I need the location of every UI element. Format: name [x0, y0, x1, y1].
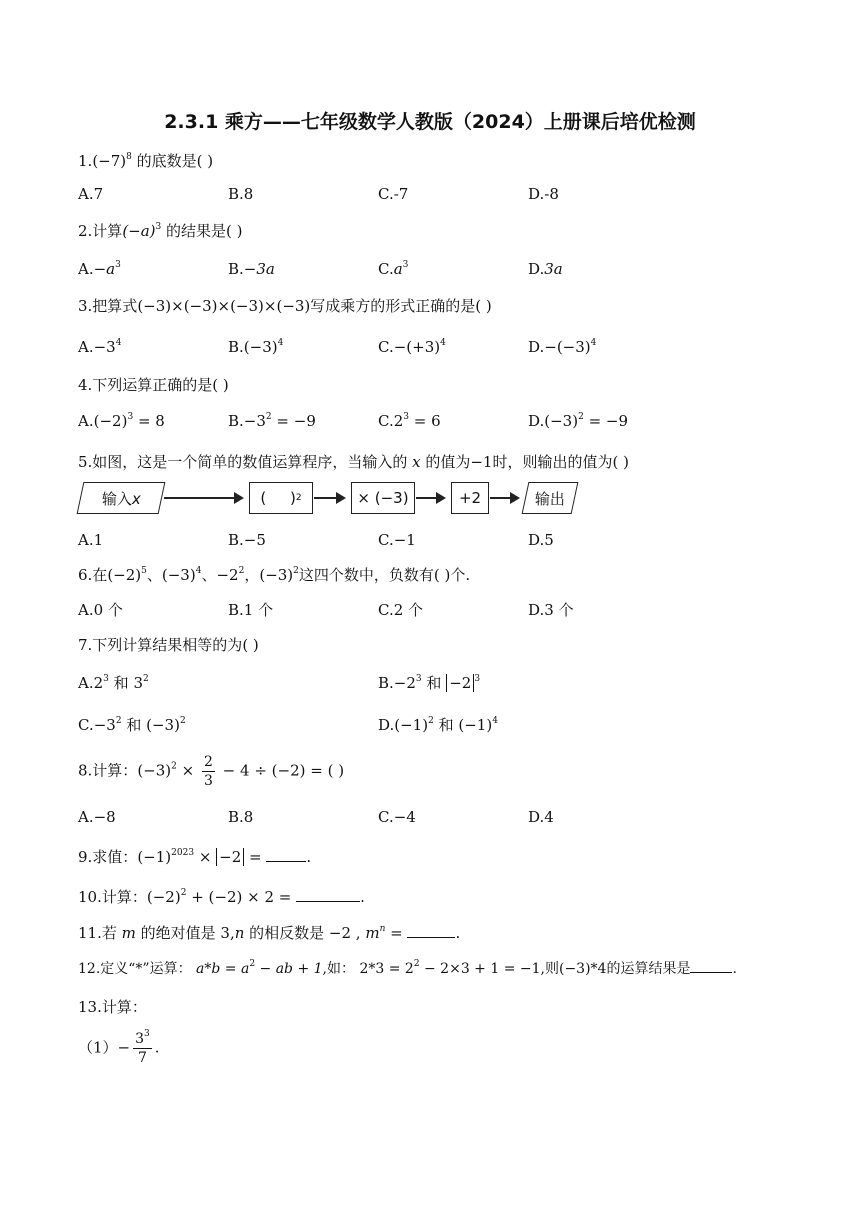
- q2-suffix: 的结果是( ): [161, 222, 243, 240]
- q9-prefix: 9.求值：: [78, 848, 138, 866]
- q4-d-rest: = −9: [583, 412, 629, 430]
- q8-base: (−3): [137, 761, 172, 780]
- q6-sep2: 、: [201, 566, 217, 584]
- q7-b-b1: −2: [393, 674, 416, 692]
- q4-a-base: (−2): [93, 412, 128, 430]
- q7-option-a: [78, 672, 149, 693]
- q5-option-a: A.1: [78, 531, 104, 549]
- question-12-stem: [78, 958, 737, 978]
- q12-mid: ,如：: [322, 961, 360, 977]
- q3-option-c: [378, 338, 446, 356]
- q2-a-exp: 3: [115, 260, 121, 270]
- q1-base: (−7): [92, 152, 127, 170]
- q4-d-exp: 2: [578, 412, 584, 422]
- q12-answer-blank: [690, 958, 732, 973]
- q4-b-base: −3: [243, 412, 266, 430]
- q4-b-label: B.: [228, 412, 244, 430]
- q2-prefix: 2.计算: [78, 222, 123, 240]
- q7-b-label: B.: [378, 674, 394, 692]
- q2-c-label: C.: [378, 260, 394, 278]
- q3-a-label: A.: [78, 338, 94, 356]
- q6-sep3: ，: [244, 566, 260, 584]
- q4-c-exp: 3: [403, 412, 409, 422]
- q4-d-base: (−3): [544, 412, 579, 430]
- q7-c-and: 和: [121, 716, 147, 734]
- q5-input-val: −1: [470, 453, 493, 471]
- q2-option-d: [528, 260, 563, 278]
- q6-sep1: 、: [146, 566, 162, 584]
- q2-c-base: a: [393, 260, 403, 278]
- q3-c-exp: 4: [440, 338, 446, 348]
- q13-part-1: [78, 1029, 160, 1066]
- q6-suffix: 这四个数中，负数有( )个.: [298, 566, 471, 584]
- q4-option-c: [378, 412, 441, 430]
- q5-suffix: 时，则输出的值为( ): [492, 453, 629, 471]
- q3-b-label: B.: [228, 338, 244, 356]
- q12-ex-exp: 2: [413, 959, 420, 969]
- q7-b-and: 和: [421, 674, 447, 692]
- q2-a-label: A.: [78, 260, 94, 278]
- flow-output-box: [522, 482, 579, 514]
- flow-input-text: [102, 488, 141, 509]
- q3-c-label: C.: [378, 338, 394, 356]
- q7-a-b2: 3: [133, 674, 143, 692]
- question-3-stem: [78, 295, 492, 316]
- q7-d-and: 和: [433, 716, 459, 734]
- q2-d-label: D.: [528, 260, 545, 278]
- flow-square-box: ( ) 2: [249, 482, 313, 514]
- q7-b-e2: 3: [474, 674, 481, 684]
- q6-n1-base: (−2): [107, 566, 142, 584]
- flow-arrow-4: [490, 497, 518, 499]
- q6-n3-exp: 2: [238, 566, 245, 576]
- q7-d-e1: 2: [428, 716, 434, 726]
- q11-mid1: 的绝对值是 3,: [135, 924, 235, 942]
- q6-n4-exp: 2: [293, 566, 299, 576]
- q8-prefix: 8.计算：: [78, 761, 138, 780]
- q3-b-exp: 4: [277, 338, 284, 348]
- q11-eq: =: [385, 924, 408, 942]
- q12-ex: 2*3 = 2: [359, 961, 414, 977]
- q13-sub1-fraction: [133, 1029, 152, 1066]
- q8-option-c: C.−4: [378, 808, 416, 826]
- q7-a-b1: 2: [93, 674, 104, 692]
- q6-option-d: D.3 个: [528, 601, 574, 619]
- q10-prefix: 10.计算：: [78, 888, 147, 906]
- q11-m-power-exp: n: [379, 924, 386, 934]
- q3-expr: (−3)×(−3)×(−3)×(−3): [137, 297, 311, 315]
- q11-prefix: 11.若: [78, 924, 122, 942]
- q2-option-b: [228, 260, 275, 278]
- flow-output-label: 输出: [534, 489, 565, 508]
- q13-sub1-denominator: 7: [137, 1050, 147, 1066]
- q11-end: .: [455, 924, 461, 942]
- q5-option-d: D.5: [528, 531, 554, 549]
- q9-abs: −2: [216, 848, 244, 866]
- q9-times: ×: [194, 848, 217, 866]
- question-6-stem: [78, 564, 470, 585]
- q12-end: .: [732, 961, 737, 977]
- q8-rest: − 4 ÷ (−2) = ( ): [217, 761, 345, 780]
- q4-b-rest: = −9: [271, 412, 316, 430]
- q1-prefix: 1.: [78, 152, 93, 170]
- q7-option-c: [78, 714, 186, 735]
- q13-sub1-num-base: 3: [135, 1031, 145, 1047]
- q2-option-a: [78, 260, 121, 278]
- q5-option-b: B.−5: [228, 531, 266, 549]
- q7-option-d: [378, 714, 498, 735]
- q7-a-e2: 2: [142, 674, 149, 684]
- q4-option-a: [78, 412, 165, 430]
- q4-a-label: A.: [78, 412, 94, 430]
- q2-c-exp: 3: [402, 260, 409, 270]
- q1-exp: 8: [126, 152, 132, 162]
- q11-m-power-base: m: [365, 924, 380, 942]
- q11-mid2: 的相反数是 −2 ,: [244, 924, 366, 942]
- q3-d-label: D.: [528, 338, 545, 356]
- q5-mid: 的值为: [420, 453, 471, 471]
- q12-def-rest: − ab + 1: [255, 961, 323, 977]
- q6-n2-base: (−3): [161, 566, 196, 584]
- flow-multiply-box: × (−3): [351, 482, 415, 514]
- q3-b-base: (−3): [243, 338, 278, 356]
- question-2-stem: [78, 220, 243, 241]
- q4-c-base: 2: [393, 412, 404, 430]
- q4-a-exp: 3: [127, 412, 134, 422]
- q9-base: (−1): [137, 848, 172, 866]
- question-1-stem: [78, 150, 213, 171]
- q2-a-base: −a: [93, 260, 116, 278]
- q10-e1: 2: [180, 888, 187, 898]
- question-5-stem: [78, 451, 629, 472]
- q11-m: m: [121, 924, 136, 942]
- q1-option-c: C.-7: [378, 185, 409, 203]
- q1-option-d: D.-8: [528, 185, 559, 203]
- q12-mid2: ,则: [540, 961, 559, 977]
- q12-def: a*b = a: [196, 961, 250, 977]
- q7-d-b2: (−1): [458, 716, 493, 734]
- q8-fraction: [202, 755, 215, 788]
- q3-d-base: −(−3): [544, 338, 591, 356]
- q2-exp: 3: [155, 222, 162, 232]
- q1-suffix: 的底数是( ): [131, 152, 214, 170]
- question-4-stem: 4.下列运算正确的是( ): [78, 376, 229, 394]
- flow-input-var: x: [131, 489, 141, 508]
- q3-d-exp: 4: [590, 338, 597, 348]
- q13-sub1-label: （1）: [78, 1038, 118, 1057]
- q7-d-label: D.: [378, 716, 395, 734]
- q12-ask: (−3)*4: [558, 961, 607, 977]
- question-13-stem: 13.计算：: [78, 998, 147, 1016]
- q4-a-rest: = 8: [133, 412, 165, 430]
- q7-c-label: C.: [78, 716, 94, 734]
- flow-input-box: [77, 482, 166, 514]
- q3-option-b: [228, 338, 283, 356]
- q7-a-and: 和: [108, 674, 134, 692]
- q8-times: ×: [176, 761, 199, 780]
- flow-arrow-3: [416, 497, 444, 499]
- question-9-stem: [78, 846, 311, 867]
- q6-option-a: A.0 个: [78, 601, 123, 619]
- flow-arrow-2: [314, 497, 344, 499]
- question-7-stem: 7.下列计算结果相等的为( ): [78, 636, 259, 654]
- q7-c-b2: (−3): [146, 716, 180, 734]
- q7-c-e1: 2: [115, 716, 122, 726]
- q8-denominator: 3: [203, 773, 213, 789]
- q4-d-label: D.: [528, 412, 545, 430]
- q4-b-exp: 2: [265, 412, 272, 422]
- q5-prefix: 5.如图，这是一个简单的数值运算程序，当输入的: [78, 453, 413, 471]
- q7-d-b1: (−1): [394, 716, 429, 734]
- q3-prefix: 3.把算式: [78, 297, 138, 315]
- q3-suffix: 写成乘方的形式正确的是( ): [310, 297, 492, 315]
- q3-option-d: [528, 338, 596, 356]
- q6-option-b: B.1 个: [228, 601, 274, 619]
- q12-def-exp: 2: [249, 959, 256, 969]
- q6-n1-exp: 5: [141, 566, 147, 576]
- q2-b-label: B.: [228, 260, 244, 278]
- q7-c-e2: 2: [179, 716, 186, 726]
- q10-answer-blank: [296, 887, 360, 902]
- q6-n2-exp: 4: [195, 566, 202, 576]
- q12-prefix: 12.定义“*”运算：: [78, 961, 197, 977]
- q9-eq: =: [244, 848, 267, 866]
- q10-b1: (−2): [146, 888, 181, 906]
- flow-square-text: ( ): [260, 489, 296, 507]
- q1-option-b: B.8: [228, 185, 254, 203]
- question-10-stem: [78, 886, 365, 907]
- q9-end: .: [306, 848, 312, 866]
- q11-answer-blank: [407, 923, 455, 938]
- flow-diagram: [78, 482, 565, 518]
- q3-c-base: −(+3): [393, 338, 441, 356]
- question-11-stem: [78, 922, 460, 943]
- q1-option-a: A.7: [78, 185, 104, 203]
- flow-arrow-1: [164, 497, 242, 499]
- q6-n3-base: −2: [216, 566, 239, 584]
- q2-option-c: [378, 260, 408, 278]
- q8-option-b: B.8: [228, 808, 254, 826]
- q7-a-label: A.: [78, 674, 94, 692]
- q8-exp: 2: [171, 761, 177, 772]
- q13-sub1-num-exp: 3: [144, 1029, 150, 1039]
- q8-numerator: 2: [203, 754, 213, 770]
- q7-a-e1: 3: [103, 674, 109, 684]
- flow-add-box: +2: [451, 482, 489, 514]
- q10-rest: + (−2) × 2 =: [186, 888, 297, 906]
- q7-c-b1: −3: [93, 716, 116, 734]
- q4-c-label: C.: [378, 412, 394, 430]
- q13-sub1-end: .: [154, 1038, 160, 1057]
- q6-prefix: 6.在: [78, 566, 108, 584]
- q13-sub1-numerator: [133, 1029, 152, 1049]
- q7-b-e1: 3: [415, 674, 422, 684]
- q7-option-b: [378, 672, 480, 693]
- q3-option-a: [78, 338, 121, 356]
- q7-b-abs: −2: [446, 674, 474, 692]
- q9-exp: 2023: [171, 848, 195, 858]
- q13-sub1-sign: −: [117, 1038, 131, 1057]
- q4-option-b: [228, 412, 316, 430]
- q10-end: .: [360, 888, 365, 906]
- q3-a-base: −3: [93, 338, 116, 356]
- q5-var: x: [412, 453, 421, 471]
- q2-expr: (−a): [122, 222, 156, 240]
- q11-n: n: [234, 924, 245, 942]
- flow-input-label: 输入: [101, 489, 132, 508]
- question-8-stem: [78, 755, 344, 788]
- q2-b-val: −3a: [243, 260, 275, 278]
- q12-suffix: 的运算结果是: [606, 961, 691, 977]
- q12-ex-rest: − 2×3 + 1 = −1: [419, 961, 541, 977]
- q7-d-e2: 4: [492, 716, 498, 726]
- q6-option-c: C.2 个: [378, 601, 424, 619]
- q8-option-d: D.4: [528, 808, 554, 826]
- q5-option-c: C.−1: [378, 531, 416, 549]
- q6-n4-base: (−3): [259, 566, 294, 584]
- q4-c-rest: = 6: [409, 412, 441, 430]
- q4-option-d: [528, 412, 628, 430]
- q8-option-a: A.−8: [78, 808, 116, 826]
- q2-d-val: 3a: [544, 260, 563, 278]
- page-title: 2.3.1 乘方——七年级数学人教版（2024）上册课后培优检测: [164, 111, 696, 133]
- q3-a-exp: 4: [115, 338, 122, 348]
- q9-answer-blank: [266, 847, 306, 862]
